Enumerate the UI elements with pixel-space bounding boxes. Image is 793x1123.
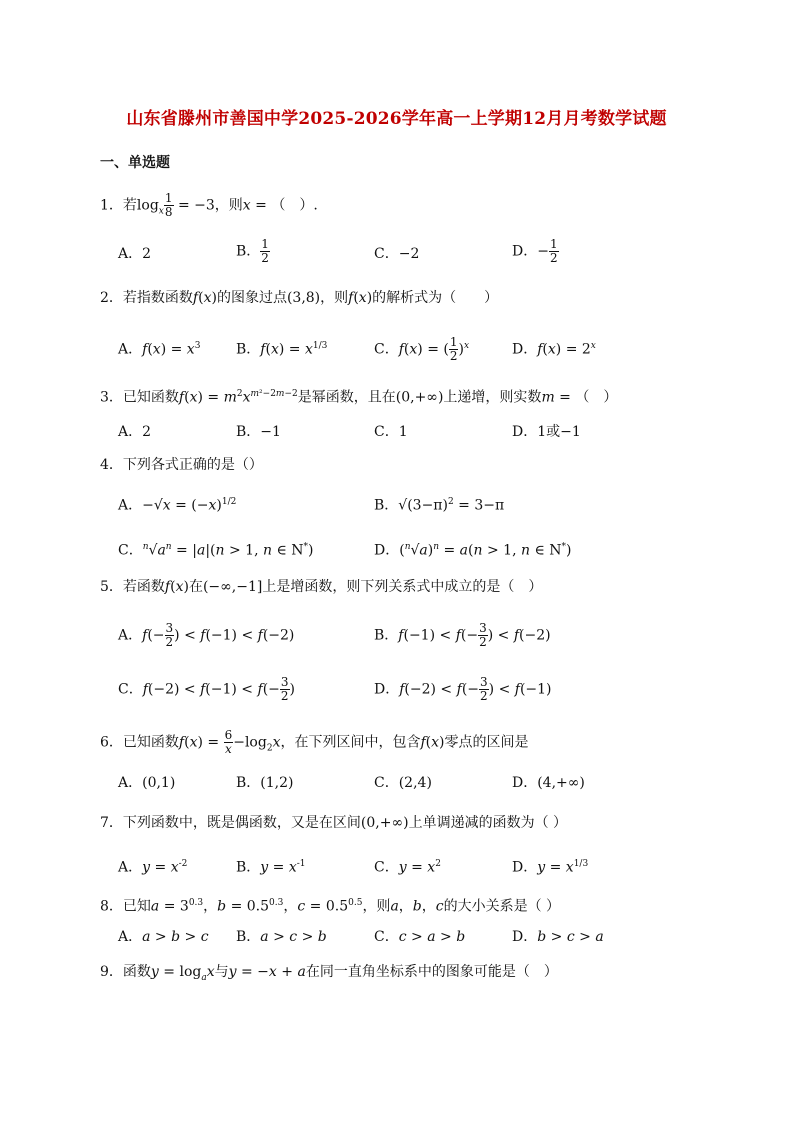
q6-option-a: A．(0,1) [118,775,176,791]
q8-option-b: B．a > c > b [236,929,327,945]
question-8: 8．已知$a = 3^{0.3}$，$b = 0.5^{0.3}$，$c = 0.5^{0.5}$，则a，b，c的大小关系是（ ） [100,898,561,915]
question-2: 2．若指数函数f(x)的图象过点(3,8)，则f(x)的解析式为（ ） [100,290,499,306]
q5-option-a: A．f(− $\frac{3}{2}$ ) < f(−1) < f(−2) [118,621,295,649]
q3-option-b: B．−1 [236,424,281,440]
q5-option-c: C．f(−2) < f(−1) < f(− $\frac{3}{2}$ ) [118,675,295,703]
q1-option-d: D．− $\frac{1}{2}$ [512,237,558,265]
q3-option-d: D．1或−1 [512,424,581,440]
q2-option-b: B．$f(x) = x^{1/3}$ [236,341,328,358]
q7-option-d: D．$y = x^{1/3}$ [512,859,589,876]
q7-option-c: C．$y = x^2$ [374,859,441,876]
question-6: 6．已知函数f(x) = $\frac{6}{x}$ $-\log_2x$，在下列区间中，包含f(x)零点的区间是 [100,728,529,756]
q4-option-b: B．$√(3-\pi)^2 = 3-\pi$ [374,497,505,514]
q1-option-b: B． $\frac{1}{2}$ [236,237,269,265]
q2-option-d: D．$f(x) = 2^x$ [512,341,596,358]
q8-option-a: A．a > b > c [118,929,209,945]
q6-option-b: B．(1,2) [236,775,294,791]
question-9: 9．函数$y = \log_ax$与y = −x + a在同一直角坐标系中的图象可能是（ ） [100,964,558,983]
question-1: 1．若$\log_x$ $\frac{1}{8}$ = −3，则x = （ ）. [100,191,318,219]
q2-option-a: A．$f(x) = x^3$ [118,341,201,358]
q2-option-c: C．f(x) = ( $\frac{1}{2}$ )$^x$ [374,335,470,364]
q4-option-a: A．$-√x = (-x)^{1/2}$ [118,497,237,514]
question-3: 3．已知函数$f(x) = m^2x^{m^2-2m-2}$是幂函数，且在(0,+∞)上递增，则实数m = （ ） [100,389,618,406]
q4-option-d: D．$(^n√a)^n = a(n > 1$, n ∈ N*) [374,542,572,559]
q1-option-c: C．−2 [374,246,420,262]
q8-option-c: C．c > a > b [374,929,466,945]
q4-option-c: C．$^n√a^n = |a|(n > 1$, n ∈ N*) [118,542,314,559]
q7-option-b: B．$y = x^{-1}$ [236,859,306,876]
section-heading: 一、单选题 [100,155,170,171]
question-5: 5．若函数f(x)在(−∞,−1]上是增函数，则下列关系式中成立的是（ ） [100,579,543,595]
q1-option-a: A．2 [118,246,152,262]
q8-option-d: D．b > c > a [512,929,604,945]
question-4: 4．下列各式正确的是（） [100,457,263,473]
q6-option-c: C．(2,4) [374,775,432,791]
question-7: 7．下列函数中，既是偶函数，又是在区间(0,+∞)上单调递减的函数为（ ） [100,815,568,831]
q3-option-a: A．2 [118,424,152,440]
exam-title: 山东省滕州市善国中学2025-2026学年高一上学期12月月考数学试题 [126,109,667,129]
q6-option-d: D．(4,+∞) [512,775,585,791]
q5-option-b: B．f(−1) < f(− $\frac{3}{2}$ ) < f(−2) [374,621,551,649]
q7-option-a: A．$y = x^{-2}$ [118,859,188,876]
q5-option-d: D．f(−2) < f(− $\frac{3}{2}$ ) < f(−1) [374,675,552,703]
q3-option-c: C．1 [374,424,408,440]
